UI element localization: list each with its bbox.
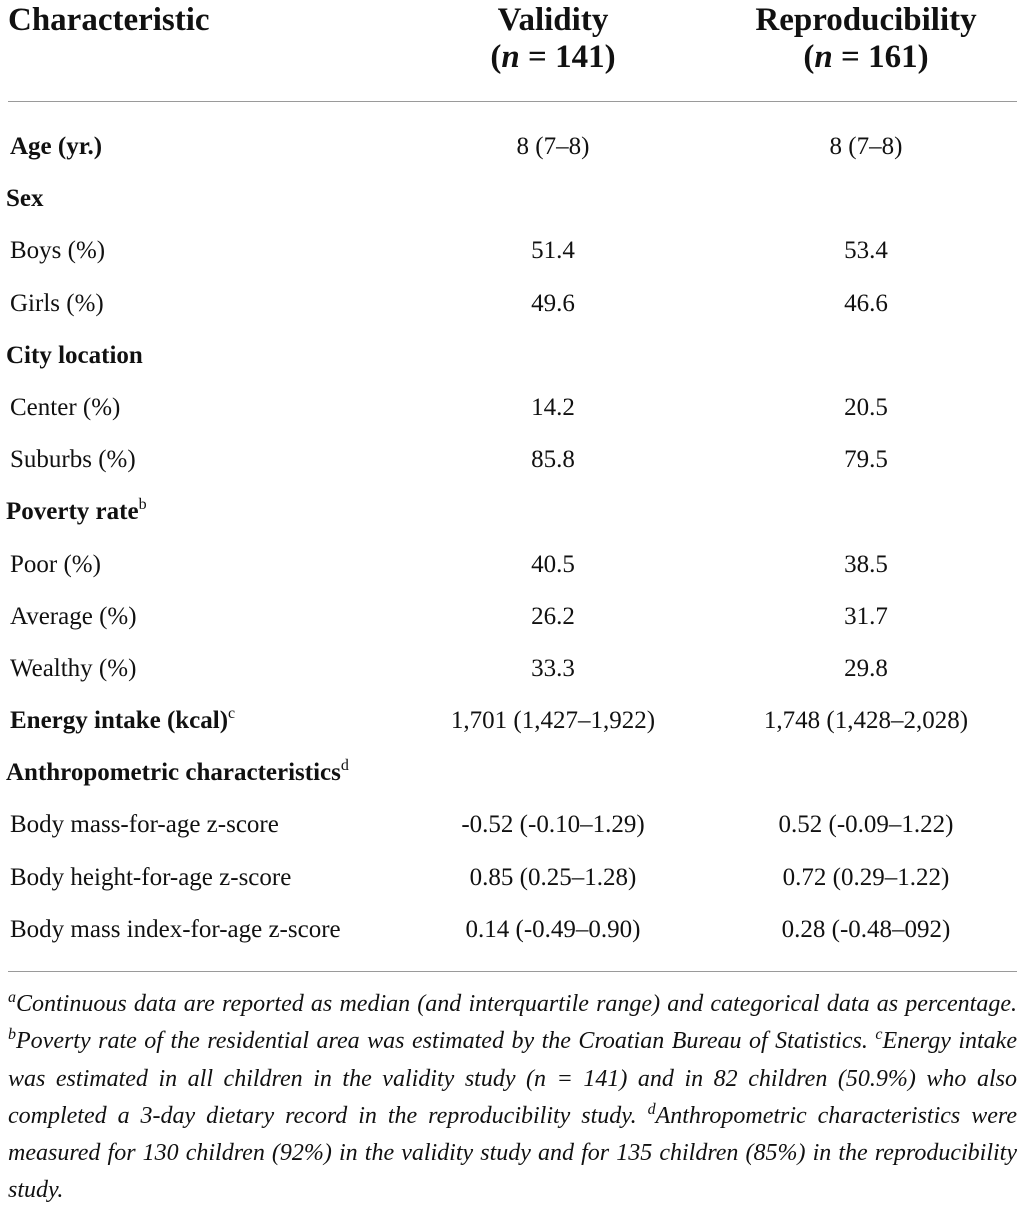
row-label: [10, 382, 120, 434]
header-validity-n-value: = 141): [519, 39, 616, 75]
table-row: [0, 852, 1025, 904]
row-label-text: Age (yr.): [10, 133, 103, 160]
row-label-text: Energy intake (kcal): [10, 707, 229, 735]
row-label-text: Average (%): [10, 602, 137, 630]
table-row: [0, 382, 1025, 434]
table-group-row: [0, 173, 1025, 225]
reproducibility-value: 38.5: [844, 550, 888, 578]
footnote-text: Anthropometric characteristics were measured for 130 children (92%) in the validity study and for 135 children (85%) in the reproducibility study.: [8, 1102, 1017, 1204]
reproducibility-value: 20.5: [844, 393, 888, 421]
table-group-row: [0, 486, 1025, 538]
table-header: [0, 0, 1025, 92]
header-divider: [8, 101, 1017, 102]
footnote-text: Continuous data are reported as median (and interquartile range) and categorical data as percentage.: [16, 991, 1017, 1017]
row-label-text: Anthropometric characteristics: [6, 759, 341, 787]
validity-value: 51.4: [531, 237, 575, 265]
footnote-marker: d: [647, 1100, 656, 1118]
footer-divider: [8, 971, 1017, 972]
row-label-text: Poverty rate: [6, 498, 139, 526]
validity-value: 49.6: [531, 289, 575, 317]
validity-value: 0.85 (0.25–1.28): [469, 863, 637, 891]
table-row: [0, 121, 1025, 173]
table-group-row: [0, 747, 1025, 799]
validity-value: -0.52 (-0.10–1.29): [461, 811, 645, 839]
validity-value: 0.14 (-0.49–0.90): [465, 915, 641, 943]
reproducibility-value: 29.8: [844, 654, 888, 682]
table-row: [0, 225, 1025, 277]
table-row: [0, 799, 1025, 851]
footnote-marker: b: [138, 496, 147, 514]
row-label-text: Sex: [6, 185, 44, 213]
row-label-text: Suburbs (%): [10, 446, 136, 474]
row-label-text: Center (%): [10, 393, 121, 421]
validity-value: 85.8: [531, 446, 575, 474]
reproducibility-value: 8 (7–8): [829, 133, 903, 160]
row-label-text: Poor (%): [10, 550, 101, 578]
reproducibility-value: 0.28 (-0.48–092): [781, 915, 951, 943]
row-label: [10, 695, 235, 747]
reproducibility-value: 53.4: [844, 237, 888, 265]
table-row: [0, 434, 1025, 486]
header-validity-n-label: n: [501, 39, 520, 75]
row-label: [10, 643, 136, 695]
reproducibility-value: 1,748 (1,428–2,028): [763, 707, 969, 735]
validity-value: 8 (7–8): [516, 133, 590, 160]
row-label: [10, 852, 291, 904]
header-reproducibility: [730, 2, 1002, 76]
row-label-text: Girls (%): [10, 289, 104, 317]
reproducibility-value: 0.72 (0.29–1.22): [782, 863, 950, 891]
validity-value: 33.3: [531, 654, 575, 682]
reproducibility-value: 0.52 (-0.09–1.22): [778, 811, 954, 839]
header-reproducibility-n: (n = 161): [803, 39, 929, 75]
header-validity-n: (n = 141): [490, 39, 616, 75]
header-reproducibility-title: Reproducibility: [755, 2, 977, 38]
row-label: [10, 799, 279, 851]
reproducibility-value: 46.6: [844, 289, 888, 317]
validity-value: 1,701 (1,427–1,922): [450, 707, 656, 735]
reproducibility-value: 79.5: [844, 446, 888, 474]
footnote-marker: b: [8, 1026, 16, 1044]
reproducibility-value: 31.7: [844, 602, 888, 630]
validity-value: 26.2: [531, 602, 575, 630]
row-label: [10, 434, 136, 486]
validity-value: 40.5: [531, 550, 575, 578]
row-label: [10, 591, 137, 643]
header-reproducibility-n-label: n: [814, 39, 833, 75]
header-validity: [418, 2, 688, 76]
validity-value: 14.2: [531, 393, 575, 421]
row-label: [6, 747, 349, 799]
row-label: [6, 173, 44, 225]
table-row: [0, 643, 1025, 695]
header-validity-title: Validity: [497, 2, 609, 38]
header-characteristic: Characteristic: [8, 2, 210, 38]
footnote-marker: d: [340, 757, 349, 775]
row-label: [10, 225, 105, 277]
row-label-text: Body height-for-age z-score: [10, 863, 292, 891]
table-row: [0, 904, 1025, 956]
row-label: [10, 121, 102, 173]
footnote-text: Poverty rate of the residential area was estimated by the Croatian Bureau of Statistics.: [16, 1028, 876, 1055]
row-label: [10, 904, 341, 956]
table-footnotes: [8, 986, 1017, 1210]
row-label: [10, 539, 101, 591]
table-body: [0, 121, 1025, 956]
row-label-text: City location: [6, 341, 143, 369]
footnote-text: Energy intake was estimated in all children in the validity study (n = 141) and in 82 children (50.9%) who also completed a 3-day dietary record in the reproducibility study.: [8, 1028, 1017, 1129]
header-reproducibility-n-value: = 161): [832, 39, 929, 75]
row-label: [6, 486, 147, 538]
table-row: [0, 278, 1025, 330]
row-label-text: Wealthy (%): [10, 654, 137, 682]
row-label: [10, 278, 104, 330]
footnote-marker: c: [228, 705, 236, 723]
row-label-text: Body mass-for-age z-score: [10, 811, 279, 839]
table-group-row: [0, 330, 1025, 382]
footnote-marker: a: [8, 989, 16, 1006]
footnote-marker: c: [875, 1026, 883, 1044]
table-row: [0, 591, 1025, 643]
row-label-text: Boys (%): [10, 237, 106, 265]
table-row: [0, 695, 1025, 747]
table-row: [0, 539, 1025, 591]
row-label-text: Body mass index-for-age z-score: [10, 915, 341, 943]
row-label: [6, 330, 143, 382]
